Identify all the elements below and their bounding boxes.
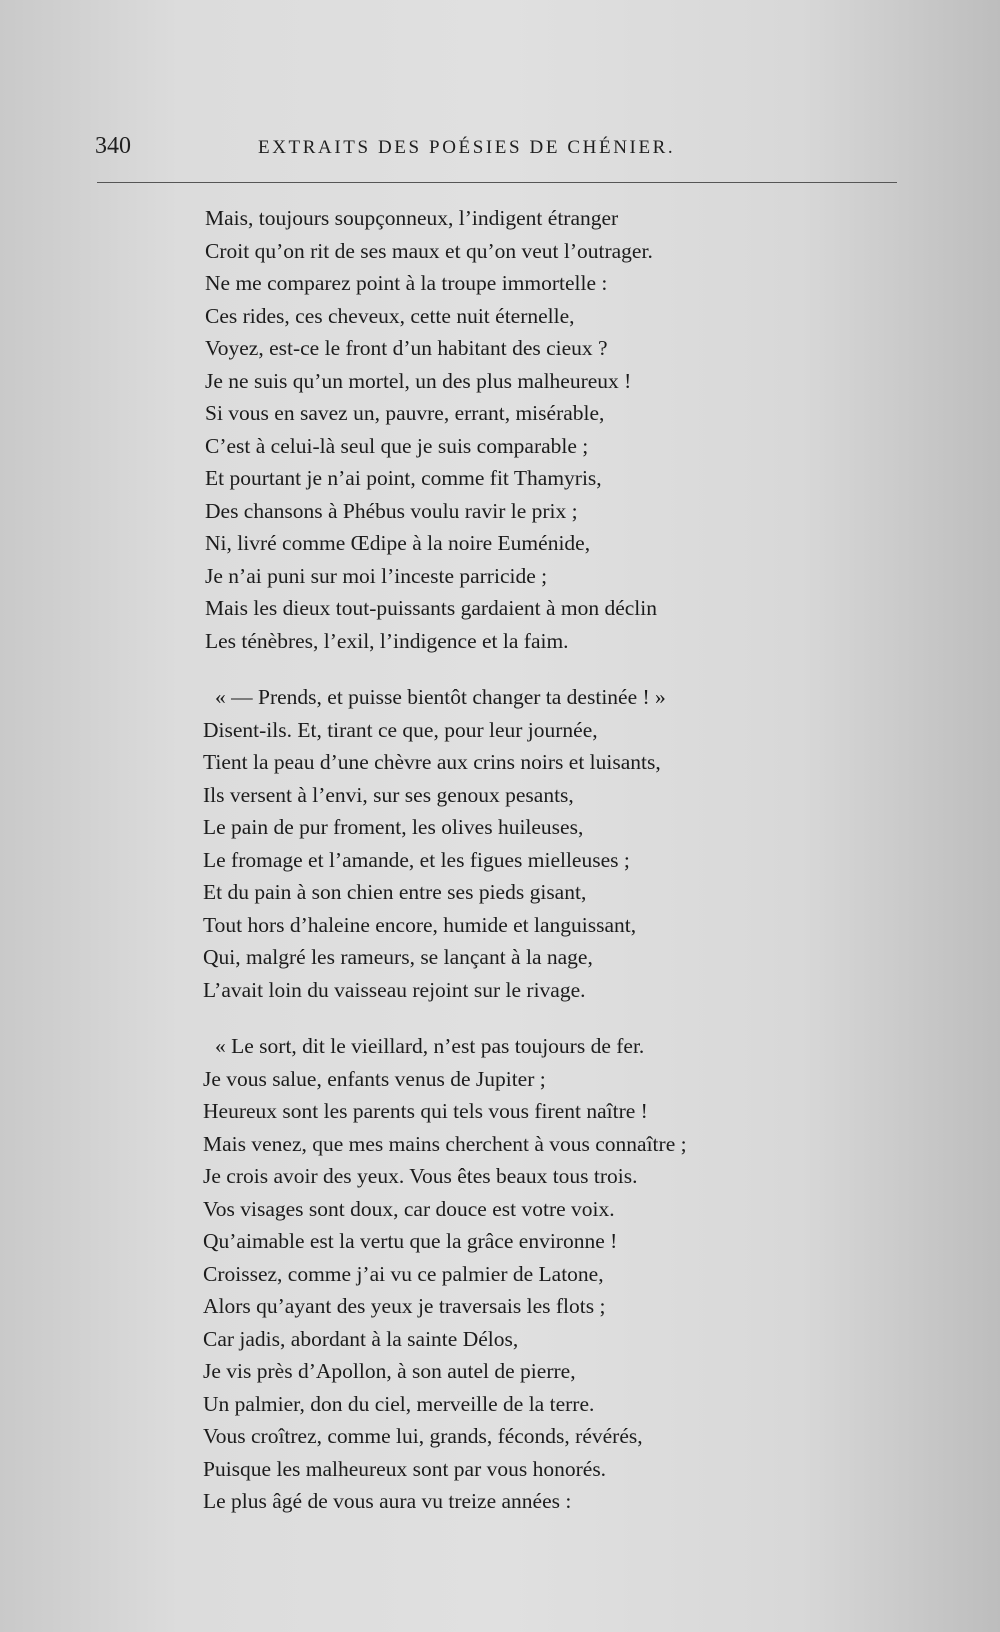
verse-line: Croit qu’on rit de ses maux et qu’on veut l’outrager. (205, 238, 653, 263)
verse-line: Si vous en savez un, pauvre, errant, misérable, (205, 401, 605, 425)
verse-line: Et du pain à son chien entre ses pieds gisant, (203, 880, 587, 904)
verse-line: Tout hors d’haleine encore, humide et languissant, (203, 912, 637, 937)
verse-line: Tient la peau d’une chèvre aux crins noirs et luisants, (203, 750, 661, 774)
verse-line: Disent-ils. Et, tirant ce que, pour leur journée, (203, 717, 598, 742)
verse-line: Je vis près d’Apollon, à son autel de pierre, (203, 1359, 576, 1383)
verse-line: Vos visages sont doux, car douce est votre voix. (203, 1196, 615, 1221)
verse-line: Croissez, comme j’ai vu ce palmier de Latone, (203, 1261, 604, 1286)
verse-line: Mais venez, que mes mains cherchent à vous connaître ; (203, 1131, 687, 1156)
verse-line: « Le sort, dit le vieillard, n’est pas toujours de fer. (215, 1034, 645, 1058)
verse-line: Je n’ai puni sur moi l’inceste parricide ; (205, 563, 548, 588)
verse-line: Mais les dieux tout-puissants gardaient à mon déclin (205, 596, 658, 620)
verse-line: L’avait loin du vaisseau rejoint sur le rivage. (203, 977, 586, 1002)
verse-line: Voyez, est-ce le front d’un habitant des cieux ? (205, 336, 608, 360)
verse-line: Le plus âgé de vous aura vu treize années : (203, 1489, 572, 1513)
verse-line: Les ténèbres, l’exil, l’indigence et la faim. (205, 628, 569, 653)
stanza-1 (205, 202, 657, 657)
verse-line: Car jadis, abordant à la sainte Délos, (203, 1326, 519, 1351)
running-title: EXTRAITS DES POÉSIES DE CHÉNIER. (258, 137, 676, 158)
verse-line: Ne me comparez point à la troupe immortelle : (205, 271, 608, 295)
verse-line: Heureux sont les parents qui tels vous firent naître ! (203, 1099, 648, 1123)
verse-line: « — Prends, et puisse bientôt changer ta destinée ! » (215, 685, 666, 709)
verse-line: Je crois avoir des yeux. Vous êtes beaux tous trois. (203, 1164, 638, 1188)
page-header (95, 133, 900, 167)
verse-line: Puisque les malheureux sont par vous honorés. (203, 1456, 607, 1481)
verse-line: Qui, malgré les rameurs, se lançant à la nage, (203, 945, 593, 969)
verse-line: Des chansons à Phébus voulu ravir le prix ; (205, 498, 578, 523)
verse-line: Le fromage et l’amande, et les figues mielleuses ; (203, 847, 630, 872)
verse-line: Qu’aimable est la vertu que la grâce environne ! (203, 1229, 618, 1253)
stanza-2 (203, 681, 666, 1006)
verse-line: Je ne suis qu’un mortel, un des plus malheureux ! (205, 368, 632, 393)
verse-line: Et pourtant je n’ai point, comme fit Thamyris, (205, 466, 602, 490)
verse-line: Ils versent à l’envi, sur ses genoux pesants, (203, 782, 574, 807)
verse-line: C’est à celui-là seul que je suis comparable ; (205, 433, 589, 458)
verse-line: Ces rides, ces cheveux, cette nuit éternelle, (205, 303, 575, 328)
verse-line: Alors qu’ayant des yeux je traversais les flots ; (203, 1294, 606, 1318)
verse-line: Un palmier, don du ciel, merveille de la terre. (203, 1391, 595, 1416)
verse-line: Ni, livré comme Œdipe à la noire Euménide, (205, 531, 591, 555)
verse-line: Je vous salue, enfants venus de Jupiter ; (203, 1066, 546, 1091)
verse-line: Mais, toujours soupçonneux, l’indigent étranger (205, 206, 619, 230)
stanza-3 (203, 1030, 687, 1518)
page-number: 340 (95, 133, 131, 159)
verse-line: Vous croîtrez, comme lui, grands, féconds, révérés, (203, 1424, 643, 1448)
verse-line: Le pain de pur froment, les olives huileuses, (203, 815, 584, 839)
header-rule (97, 182, 897, 183)
